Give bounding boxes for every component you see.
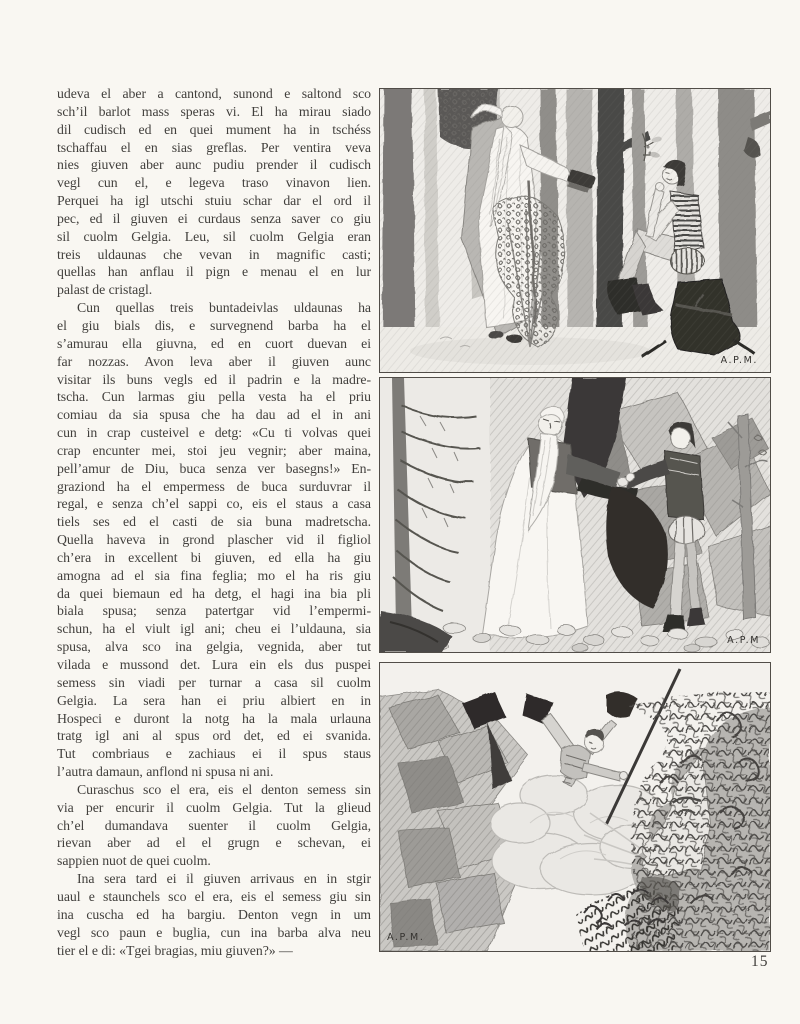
text-line: ina cuscha ed ha bargiu. Denton vegn in um [57, 906, 371, 922]
text-line: nies giuven aber aunc pudiu prender il cudisch [57, 157, 371, 173]
text-line: crap encunter mei, stoi jeu vegnir; aber maina, [57, 442, 371, 458]
text-line: comiau da sia spusa che ha dau ad el in ani [57, 407, 371, 423]
clasping-hands-drawing [380, 378, 770, 652]
text-line: via per encurir il cuolm Gelgia. Tut la glieud [57, 799, 371, 815]
text-line: udeva el aber a cantond, sunond e saltond sco [57, 86, 371, 101]
text-line: ch’el dumandava suenter il cuolm Gelgia, [57, 817, 371, 833]
text-line: tscha. Cun larmas giu pella vesta ha el priu [57, 389, 371, 405]
artist-signature: A.P.M. [387, 932, 425, 943]
text-line: Cun quellas treis buntadeivlas uldaunas ha [77, 300, 371, 316]
text-line: visitar ils buns vegls ed il padrin e la madre- [57, 371, 371, 387]
text-line: Gelgia. La sera han ei priu albiert en in [57, 692, 371, 708]
text-line: sappien nuot de quei cuolm. [57, 853, 211, 869]
text-line: l’autra damaun, anflond ni spusa ni ani. [57, 764, 274, 780]
text-line: tschaffau el en sias greflas. Per ventira veva [57, 139, 371, 155]
text-line: Tut combriaus e zachiaus ei il spus staus [57, 746, 371, 762]
text-line: pec, ed il giuven ei curdaus senza saver co giu [57, 210, 371, 226]
text-line: Hospeci e duront la notg ha la mala urlauna [57, 710, 371, 726]
text-line: quellas han anflau il pign e menau el en lur [57, 264, 371, 280]
text-line: pell’amur de Diu, buca senza ver basegns!» En- [57, 460, 371, 476]
text-line: graziond ha el empermess de buca surduvrar il [57, 478, 371, 494]
illustration-wind-giant [379, 662, 771, 952]
text-line: uaul e staunchels sco el era, eis el semess giu sin [57, 888, 371, 904]
text-line: sch’il barlot mass speras vi. El ha mirau siado [57, 103, 371, 119]
text-line: ch’era in excellent bi giuven, ed ella ha giu [57, 549, 371, 565]
forest-meeting-drawing [380, 89, 770, 372]
text-line: sil cuolm Gelgia. Leu, sil cuolm Gelgia eran [57, 228, 371, 244]
text-line: Curaschus sco el era, eis el denton semess sin [77, 781, 371, 797]
text-line: vegl sco paun e buglia, cun ina barba alva neu [57, 924, 371, 940]
story-text-column [57, 85, 371, 959]
text-line: Perquei ha igl utschi stuiu schar dar el ord il [57, 193, 371, 209]
text-line: dil cudisch ed en quei mument ha in tschéss [57, 121, 371, 137]
text-line: spusa, alva sco ina gelgia, vegnida, aber tut [57, 639, 371, 655]
text-line: Ina sera tard ei il giuven arrivaus en in stgir [77, 871, 371, 887]
text-line: palast de cristagl. [57, 282, 153, 298]
wind-giant-drawing [380, 663, 770, 951]
text-line: regal, e senza ch’el sappi co, eis el staus a casa [57, 496, 371, 512]
text-line: semess sin viadi per turnar a casa sil cuolm [57, 674, 371, 690]
artist-signature: A.P.M [727, 635, 760, 646]
text-line: da quei biemaun ed ha detg, el hagi ina bia pli [57, 585, 371, 601]
text-line: s’amurau ella giuvna, ed en cuort duevan ei [57, 335, 371, 351]
text-line: far nozzas. Avon leva aber il giuven aunc [57, 353, 371, 369]
text-line: schun, ha el viult igl ani; cheu ei l’uldauna, sia [57, 621, 371, 637]
text-line: biala spusa; senza patertgar vid l’empermi- [57, 603, 371, 619]
text-line: tiels ses ed el casti de sia buna madretscha. [57, 514, 371, 530]
text-line: tratg igl ani al spus ord det, ed ei svanida. [57, 728, 371, 744]
illustration-clasping-hands [379, 377, 771, 653]
artist-signature: A.P.M. [720, 355, 758, 366]
text-line: vilada e mussond det. Lura ein els dus puspei [57, 657, 371, 672]
text-line: vegl cun el, e legeva traso vinavon lien. [57, 175, 371, 191]
text-line: rievan aber ad el el grugn e schevan, ei [57, 835, 371, 851]
text-line: amogna ad el sia fina feglia; mo el ha ris giu [57, 567, 371, 583]
illustration-forest-meeting [379, 88, 771, 373]
text-line: Quella haveva in grond plascher vid il figliol [57, 532, 371, 548]
text-line: treis uldaunas che vevan in magnific casti; [57, 246, 371, 262]
text-line: cun in crap custeivel e detg: «Cu ti volvas quei [57, 425, 371, 441]
text-line: tier el e di: «Tgei bragias, miu giuven?» — [57, 942, 293, 958]
page-number: 15 [751, 953, 769, 970]
text-line: el giu bials dis, e survegnend barba ha el [57, 317, 371, 333]
